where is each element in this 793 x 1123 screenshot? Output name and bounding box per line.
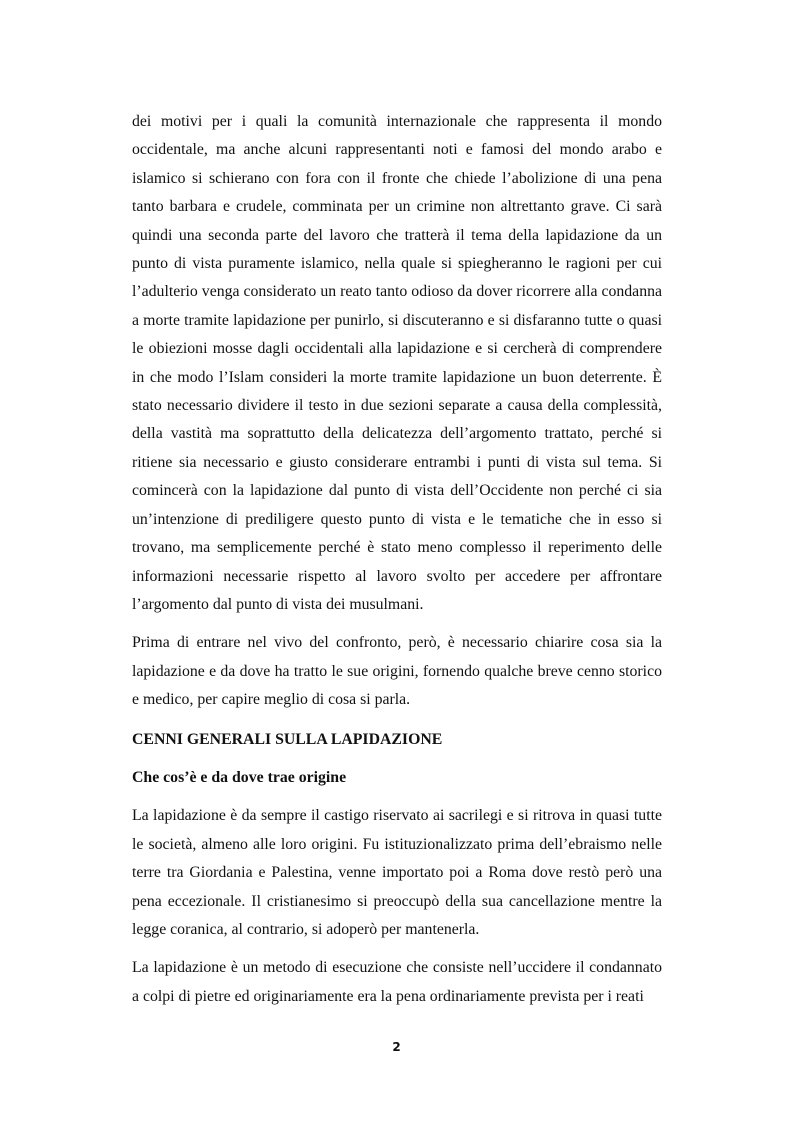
page-number: 2 [392,1040,401,1054]
paragraph-intro-continuation: dei motivi per i quali la comunità internazionale che rappresenta il mondo occidentale, ma anche alcuni rappresentanti noti e famosi del mondo arabo e islamico si schierano con fora con il fronte che chiede l’abolizione di una pena tanto barbara e crudele, comminata per un crimine non altrettanto grave. Ci sarà quindi una seconda parte del lavoro che tratterà il tema della lapidazione da un punto di vista puramente islamico, nella quale si spiegheranno le ragioni per cui l’adulterio venga considerato un reato tanto odioso da dover ricorrere alla condanna a morte tramite lapidazione per punirlo, si discuteranno e si disfaranno tutte o quasi le obiezioni mosse dagli occidentali alla lapidazione e si cercherà di comprendere in che modo l’Islam consideri la morte tramite lapidazione un buon deterrente. È stato necessario dividere il testo in due sezioni separate a causa della complessità, della vastità ma soprattutto della delicatezza dell’argomento trattato, perché si ritiene sia necessario e giusto considerare entrambi i punti di vista sul tema. Si comincerà con la lapidazione dal punto di vista dell’Occidente non perché ci sia un’intenzione di prediligere questo punto di vista e le tematiche che in esso si trovano, ma semplicemente perché è stato meno complesso il reperimento delle informazioni necessarie rispetto al lavoro svolto per accedere per affrontare l’argomento dal punto di vista dei musulmani. [132,113,662,613]
body-text [132,108,662,1011]
paragraph-origins: La lapidazione è da sempre il castigo riservato ai sacrilegi e si ritrova in quasi tutte le società, almeno alle loro origini. Fu istituzionalizzato prima dell’ebraismo nelle terre tra Giordania e Palestina, venne importato poi a Roma dove restò però una pena eccezionale. Il cristianesimo si preoccupò della sua cancellazione mentre la legge coranica, al contrario, si adoperò per mantenerla. [132,807,662,938]
paragraph-before-confronto: Prima di entrare nel vivo del confronto, però, è necessario chiarire cosa sia la lapidazione e da dove ha tratto le sue origini, fornendo qualche breve cenno storico e medico, per capire meglio di cosa si parla. [132,634,662,709]
paragraph-definition: La lapidazione è un metodo di esecuzione che consiste nell’uccidere il condannato a colpi di pietre ed originariamente era la pena ordinariamente prevista per i reati [132,959,662,1005]
section-heading: CENNI GENERALI SULLA LAPIDAZIONE [132,730,443,748]
subsection-heading: Che cos’è e da dove trae origine [132,768,347,786]
